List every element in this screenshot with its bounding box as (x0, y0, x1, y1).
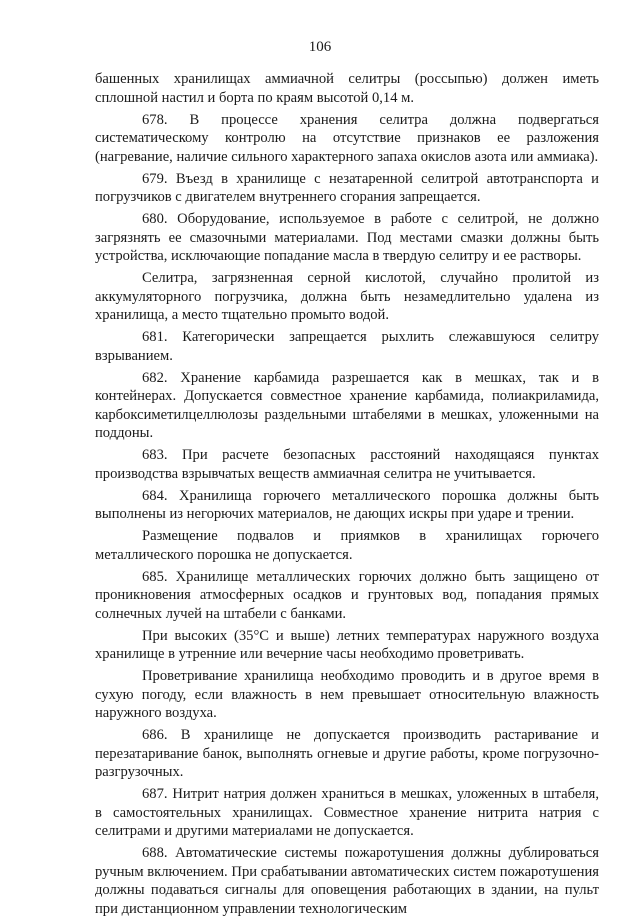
paragraph-684: 684. Хранилища горючего металлического порошка должны быть выполнены из негорючих материалов, не дающих искры при ударе и трении. (95, 487, 599, 522)
paragraph-685: 685. Хранилище металлических горючих должно быть защищено от проникновения атмосферных осадков и грунтовых вод, попадания прямых солнечных лучей на штабели с банками. (95, 568, 599, 622)
paragraph-686: 686. В хранилище не допускается производить растаривание и перезатаривание банок, выполнять огневые и другие работы, кроме погрузочно-разгрузочных. (95, 727, 599, 780)
paragraph-685-ventilation: При высоких (35°С и выше) летних температурах наружного воздуха хранилище в утренние или вечерние часы необходимо проветривать. (95, 627, 599, 662)
paragraph-684-note: Размещение подвалов и приямков в хранилищах горючего металлического порошка не допускается. (95, 528, 599, 563)
paragraph-679: 679. Въезд в хранилище с незатаренной селитрой автотранспорта и погрузчиков с двигателем внутреннего сгорания запрещается. (95, 170, 599, 205)
paragraph-681: 681. Категорически запрещается рыхлить слежавшуюся селитру взрыванием. (95, 329, 599, 364)
paragraph-continuation: башенных хранилищах аммиачной селитры (россыпью) должен иметь сплошной настил и борта по краям высотой 0,14 м. (95, 71, 599, 106)
paragraph-678: 678. В процессе хранения селитра должна подвергаться систематическому контролю на отсутствие признаков ее разложения (нагревание, наличие сильного характерного запаха окислов азота или аммиака). (95, 111, 599, 165)
paragraph-683: 683. При расчете безопасных расстояний находящаяся пунктах производства взрывчатых веществ аммиачная селитра не учитывается. (95, 447, 599, 482)
paragraph-680-note: Селитра, загрязненная серной кислотой, случайно пролитой из аккумуляторного погрузчика, должна быть незамедлительно удалена из хранилища, а место тщательно промыто водой. (95, 270, 599, 323)
paragraph-680: 680. Оборудование, используемое в работе с селитрой, не должно загрязнять ее смазочными материалами. Под местами смазки должны быть устройства, исключающие попадание масла в твердую селитру и ее растворы. (95, 211, 599, 264)
paragraph-687: 687. Нитрит натрия должен храниться в мешках, уложенных в штабеля, в самостоятельных хранилищах. Совместное хранение нитрита натрия с селитрами и другими материалами не допускается. (95, 786, 599, 839)
paragraph-685-humidity: Проветривание хранилища необходимо проводить и в другое время в сухую погоду, если влажность в нем превышает относительную влажность наружного воздуха. (95, 668, 599, 721)
document-body (95, 70, 599, 922)
paragraph-682: 682. Хранение карбамида разрешается как в мешках, так и в контейнерах. Допускается совместное хранение карбамида, полиакриламида, карбоксиметилцеллюлозы раздельными штабелями в мешках, уложенными на поддоны. (95, 369, 599, 441)
page-number: 106 (308, 39, 332, 55)
paragraph-688: 688. Автоматические системы пожаротушения должны дублироваться ручным включением. При срабатывании автоматических систем пожаротушения должны подаваться сигналы для оповещения работающих в здании, на пульт при дистанционном управлении технологическим (95, 845, 599, 917)
